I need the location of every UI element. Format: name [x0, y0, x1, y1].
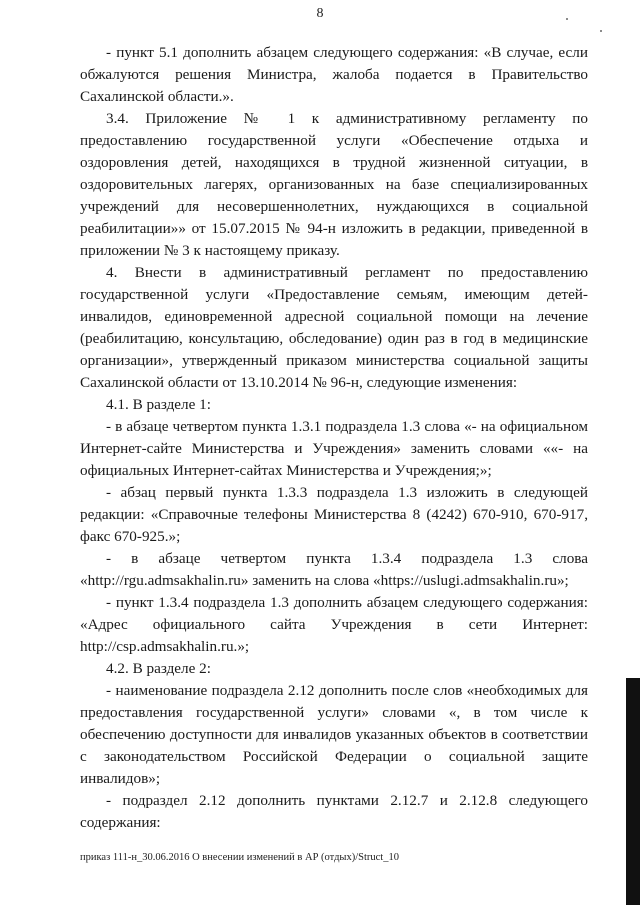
document-footer: приказ 111-н_30.06.2016 О внесении изменений в АР (отдых)/Struct_10 [80, 852, 399, 863]
paragraph-1-3-3-change: - абзац первый пункта 1.3.3 подраздела 1.3 изложить в следующей редакции: «Справочные телефоны Министерства 8 (4242) 670-910, 670-917, факс 670-925.»; [80, 484, 588, 545]
paragraph-2-12-addition: - подраздел 2.12 дополнить пунктами 2.12.7 и 2.12.8 следующего содержания: [80, 792, 588, 831]
paragraph-2-12-name-change: - наименование подраздела 2.12 дополнить после слов «необходимых для предоставления государственной услуги» словами «, в том числе к обеспечению доступности для инвалидов указанных объектов в соответствии с законодательством Российской Федерации о социальной защите инвалидов»; [80, 682, 588, 787]
paragraph-3-4: 3.4. Приложение № 1 к административному регламенту по предоставлению государственной услуги «Обеспечение отдыха и оздоровления детей, находящихся в трудной жизненной ситуации, в оздоровительных лагерях, организованных на базе специализированных учреждений для несовершеннолетних, нуждающихся в социальной реабилитации»» от 15.07.2015 № 94-н изложить в редакции, приведенной в приложении № 3 к настоящему приказу. [80, 110, 588, 259]
section-4-2-heading: 4.2. В разделе 2: [106, 660, 211, 677]
paragraph-1-3-4-change: - в абзаце четвертом пункта 1.3.4 подраздела 1.3 слова «http://rgu.admsakhalin.ru» заменить на слова «https://uslugi.admsakhalin.ru»; [80, 550, 588, 589]
page-number: 8 [316, 6, 324, 21]
paragraph-1-3-4-addition: - пункт 1.3.4 подраздела 1.3 дополнить абзацем следующего содержания: «Адрес официального сайта Учреждения в сети Интернет: http://csp.admsakhalin.ru.»; [80, 594, 588, 655]
scan-artifact-dot [566, 18, 568, 20]
paragraph-5-1-addition: - пункт 5.1 дополнить абзацем следующего содержания: «В случае, если обжалуются решения Министра, жалоба подается в Правительство Сахалинской области.». [80, 44, 588, 105]
scan-edge-bar [626, 678, 640, 905]
scan-artifact-dot [600, 30, 602, 32]
paragraph-4: 4. Внести в административный регламент по предоставлению государственной услуги «Предоставление семьям, имеющим детей-инвалидов, единовременной адресной социальной помощи на лечение (реабилитацию, консультацию, обследование) один раз в год в медицинские организации», утвержденный приказом министерства социальной защиты Сахалинской области от 13.10.2014 № 96-н, следующие изменения: [80, 264, 588, 391]
document-body [80, 42, 588, 834]
section-4-1-heading: 4.1. В разделе 1: [106, 396, 211, 413]
paragraph-1-3-1-change: - в абзаце четвертом пункта 1.3.1 подраздела 1.3 слова «- на официальном Интернет-сайте Министерства и Учреждения» заменить словами ««- на официальных Интернет-сайтах Министерства и Учреждения;»; [80, 418, 588, 479]
